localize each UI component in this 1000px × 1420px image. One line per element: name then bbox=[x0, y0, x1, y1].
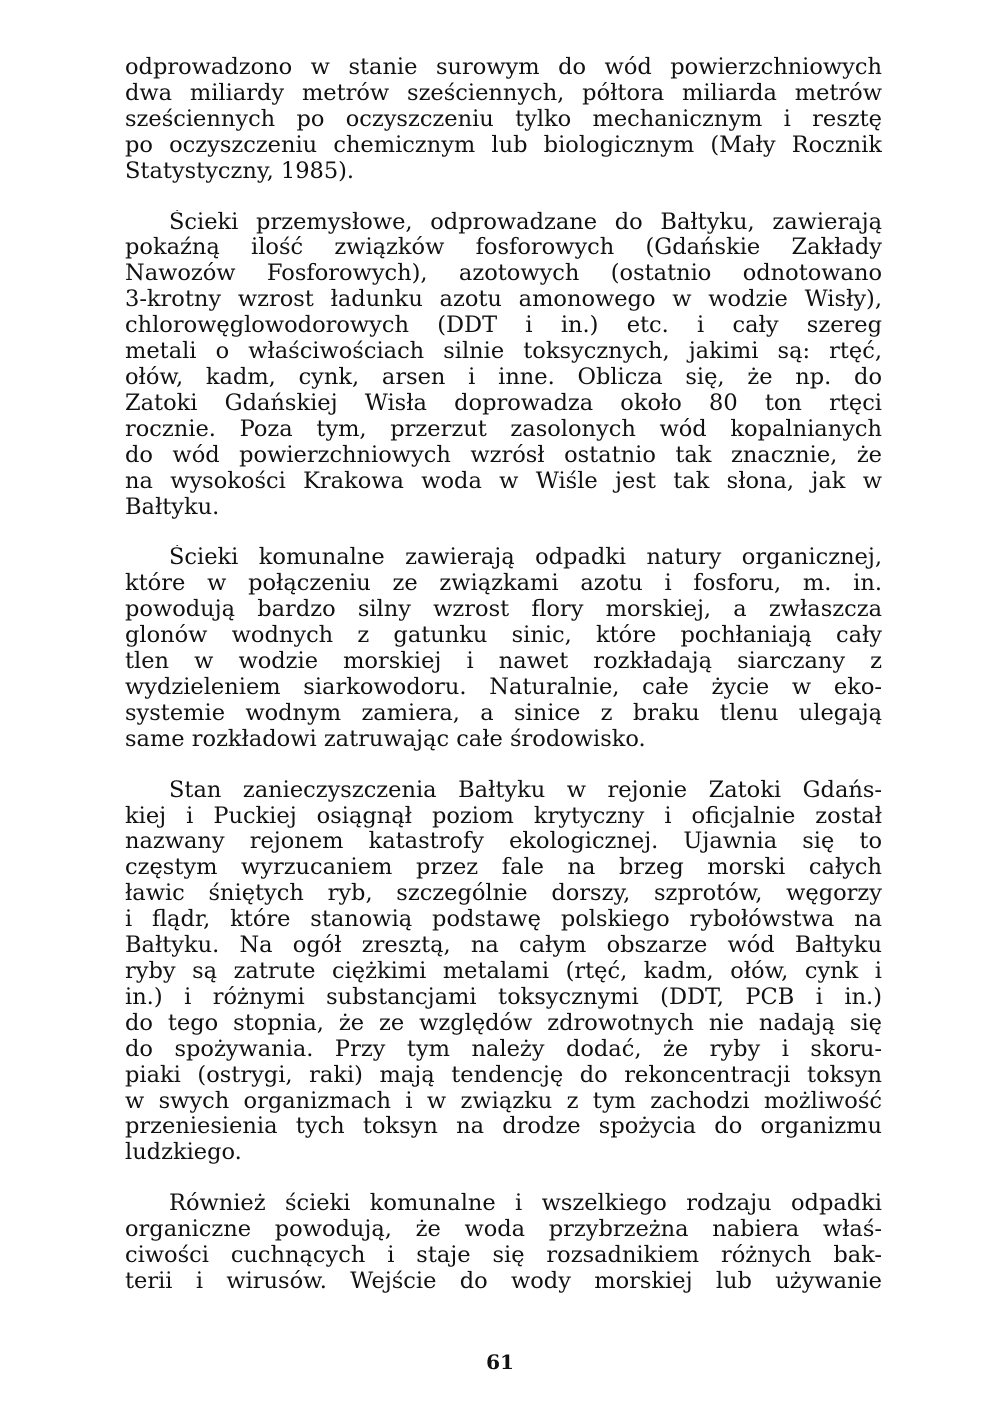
text-line: do spożywania. Przy tym należy dodać, że ryby i skoru- bbox=[125, 1036, 882, 1062]
text-line: które w połączeniu ze związkami azotu i fosforu, m. in. bbox=[125, 571, 882, 597]
text-line: chlorowęglowodorowych (DDT i in.) etc. i cały szereg bbox=[125, 313, 882, 339]
text-line: Bałtyku. Na ogół zresztą, na całym obszarze wód Bałtyku bbox=[125, 933, 882, 959]
text-line: ołów, kadm, cynk, arsen i inne. Oblicza się, że np. do bbox=[125, 364, 882, 390]
text-line: terii i wirusów. Wejście do wody morskiej lub używanie bbox=[125, 1268, 882, 1294]
text-line: w swych organizmach i w związku z tym zachodzi możliwość bbox=[125, 1088, 882, 1114]
text-line: organiczne powodują, że woda przybrzeżna nabiera właś- bbox=[125, 1217, 882, 1243]
text-line: odprowadzono w stanie surowym do wód powierzchniowych bbox=[125, 55, 882, 80]
text-line: do tego stopnia, że ze względów zdrowotnych nie nadają się bbox=[125, 1010, 882, 1036]
text-line: glonów wodnych z gatunku sinic, które pochłaniają cały bbox=[125, 623, 882, 649]
paragraph bbox=[125, 778, 882, 1167]
text-line: Również ścieki komunalne i wszelkiego rodzaju odpadki bbox=[169, 1191, 882, 1217]
text-line: powodują bardzo silny wzrost flory morskiej, a zwłaszcza bbox=[125, 597, 882, 623]
text-line: systemie wodnym zamiera, a sinice z braku tlenu ulegają bbox=[125, 700, 882, 726]
text-line: Ścieki komunalne zawierają odpadki natury organicznej, bbox=[169, 545, 882, 571]
text-line: Nawozów Fosforowych), azotowych (ostatnio odnotowano bbox=[125, 261, 882, 287]
text-line: 3-krotny wzrost ładunku azotu amonowego w wodzie Wisły), bbox=[125, 287, 882, 313]
text-line: wydzieleniem siarkowodoru. Naturalnie, całe życie w eko- bbox=[125, 674, 882, 700]
paragraph bbox=[125, 210, 882, 521]
text-line: częstym wyrzucaniem przez fale na brzeg morski całych bbox=[125, 855, 882, 881]
text-line: Zatoki Gdańskiej Wisła doprowadza około 80 ton rtęci bbox=[125, 390, 882, 416]
text-line: pokaźną ilość związków fosforowych (Gdańskie Zakłady bbox=[125, 235, 882, 261]
text-line: nazwany rejonem katastrofy ekologicznej. Ujawnia się to bbox=[125, 829, 882, 855]
text-line: przeniesienia tych toksyn na drodze spożycia do organizmu bbox=[125, 1114, 882, 1140]
text-line: i flądr, które stanowią podstawę polskiego rybołówstwa na bbox=[125, 907, 882, 933]
text-line: rocznie. Poza tym, przerzut zasolonych wód kopalnianych bbox=[125, 416, 882, 442]
text-line: na wysokości Krakowa woda w Wiśle jest tak słona, jak w bbox=[125, 468, 882, 494]
text-line: Bałtyku. bbox=[125, 494, 220, 520]
text-line: ludzkiego. bbox=[125, 1140, 242, 1166]
text-line: kiej i Puckiej osiągnął poziom krytyczny i oficjalnie został bbox=[125, 803, 882, 829]
text-line: ciwości cuchnących i staje się rozsadnikiem różnych bak- bbox=[125, 1243, 882, 1269]
text-line: metali o właściwościach silnie toksycznych, jakimi są: rtęć, bbox=[125, 339, 882, 365]
text-line: Statystyczny, 1985). bbox=[125, 158, 355, 184]
text-line: do wód powierzchniowych wzrósł ostatnio tak znacznie, że bbox=[125, 442, 882, 468]
text-line: ryby są zatrute ciężkimi metalami (rtęć, kadm, ołów, cynk i bbox=[125, 959, 882, 984]
text-line: sześciennych po oczyszczeniu tylko mechanicznym i resztę bbox=[125, 106, 882, 132]
text-line: piaki (ostrygi, raki) mają tendencję do rekoncentracji toksyn bbox=[125, 1062, 882, 1088]
paragraph bbox=[125, 545, 882, 752]
text-line: in.) i różnymi substancjami toksycznymi (DDT, PCB i in.) bbox=[125, 984, 882, 1010]
text-line: same rozkładowi zatruwając całe środowisko. bbox=[125, 726, 646, 752]
page-number: 61 bbox=[486, 1350, 514, 1374]
text-line: Stan zanieczyszczenia Bałtyku w rejonie Zatoki Gdańs- bbox=[169, 777, 882, 803]
paragraph bbox=[125, 55, 882, 185]
text-line: po oczyszczeniu chemicznym lub biologicznym (Mały Rocznik bbox=[125, 132, 882, 158]
paragraph bbox=[125, 1191, 882, 1295]
body-text bbox=[125, 55, 882, 1295]
text-line: ławic śniętych ryb, szczególnie dorszy, szprotów, węgorzy bbox=[125, 881, 882, 907]
text-line: Ścieki przemysłowe, odprowadzane do Bałtyku, zawierają bbox=[169, 209, 882, 235]
text-line: tlen w wodzie morskiej i nawet rozkładają siarczany z bbox=[125, 649, 882, 675]
text-line: dwa miliardy metrów sześciennych, półtora miliarda metrów bbox=[125, 80, 882, 106]
